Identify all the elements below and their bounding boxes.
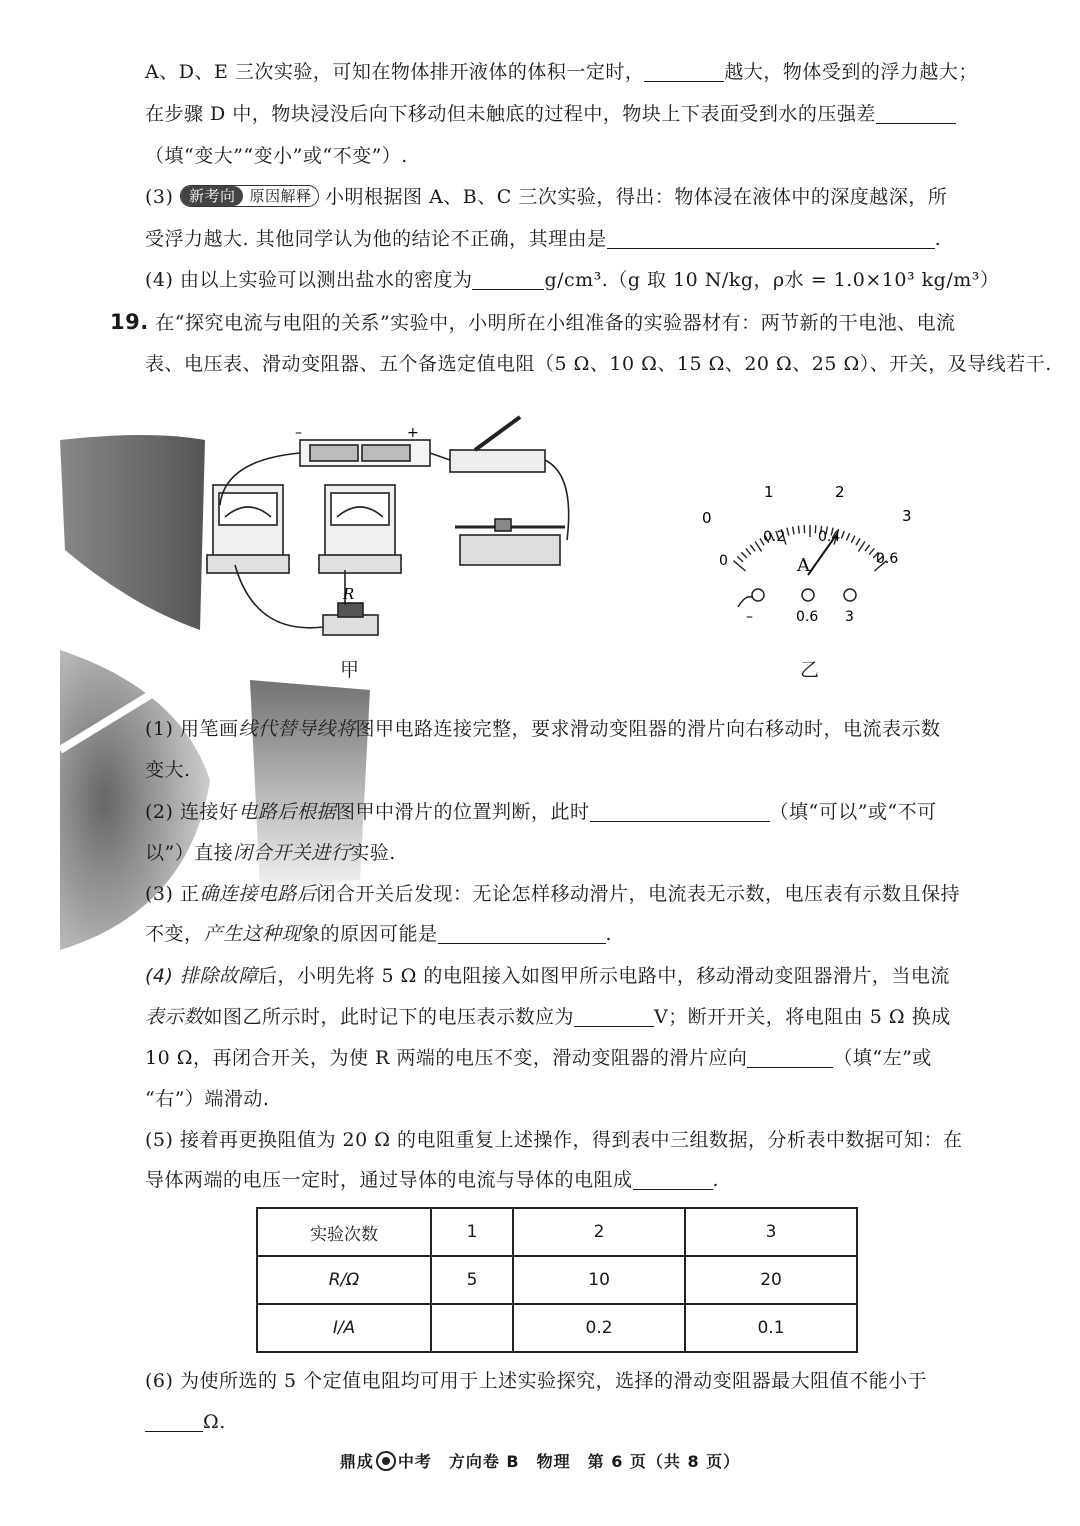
answer-blank[interactable]: [633, 1169, 713, 1190]
table-cell: 10: [513, 1256, 685, 1304]
resistor-label: R: [343, 585, 355, 603]
scale-bottom-3: 0.6: [876, 551, 899, 567]
text-line: 受浮力越大. 其他同学认为他的结论不正确，其理由是 .: [145, 228, 942, 250]
table-cell[interactable]: [431, 1304, 513, 1352]
table-row: [257, 1208, 857, 1256]
circuit-diagram: [195, 405, 595, 655]
scale-bottom-2: 0.4: [818, 529, 841, 545]
question-number: 19.: [110, 310, 149, 334]
table-cell: 1: [431, 1208, 513, 1256]
scale-top-1: 1: [764, 483, 774, 501]
scale-top-2: 2: [835, 483, 845, 501]
text-line: (4) 由以上实验可以测出盐水的密度为 g/cm³.（g 取 10 N/kg，ρ水 = 1.0×10³ kg/m³）: [145, 269, 1000, 291]
text-line: (3) 正确连接电路后闭合开关后发现：无论怎样移动滑片，电流表无示数，电压表有示数且保持: [145, 883, 960, 905]
text-line: (3) 新考向 原因解释 小明根据图 A、B、C 三次实验，得出：物体浸在液体中的深度越深，所: [145, 186, 948, 208]
terminal-minus: –: [746, 609, 753, 625]
dial-tick: [865, 545, 870, 551]
handwriting: 确连接电路后: [199, 883, 317, 905]
text-line: 表示数如图乙所示时，此时记下的电压表示数应为 V；断开开关，将电阻由 5 Ω 换成: [145, 1006, 951, 1028]
table-cell: 实验次数: [257, 1208, 431, 1256]
table-row: [257, 1304, 857, 1352]
answer-blank[interactable]: [472, 269, 544, 290]
answer-blank[interactable]: [644, 61, 724, 82]
text-line: 导体两端的电压一定时，通过导体的电流与导体的电阻成 .: [145, 1169, 720, 1191]
meter-unit: A: [797, 555, 810, 576]
ammeter-dial: [690, 475, 930, 635]
dial-tick: [733, 561, 745, 571]
dial-tick: [798, 526, 799, 534]
handwriting: 电路后根据: [238, 801, 336, 823]
handwriting: 表示数: [145, 1006, 204, 1028]
dial-tick: [851, 536, 855, 543]
table-cell: 0.1: [685, 1304, 857, 1352]
battery-plus-label: +: [407, 425, 419, 441]
text-line: 在步骤 D 中，物块浸没后向下移动但未触底的过程中，物块上下表面受到水的压强差: [145, 100, 1080, 128]
answer-blank[interactable]: [747, 1047, 833, 1068]
dial-tick: [869, 548, 874, 554]
terminal-3: 3: [845, 609, 854, 625]
answer-blank[interactable]: [590, 801, 770, 822]
text-line: Ω.: [145, 1408, 1080, 1436]
question-tag: 新考向 原因解释: [180, 185, 319, 207]
dial-tick: [858, 541, 865, 551]
answer-blank[interactable]: [574, 1006, 654, 1027]
battery-minus-label: –: [295, 425, 302, 441]
experiment-data-table: [256, 1207, 858, 1353]
dial-tick: [746, 548, 751, 554]
dial-tick: [841, 531, 844, 539]
text-line: (1) 用笔画线代替导线将图甲电路连接完整，要求滑动变阻器的滑片向右移动时，电流表示数: [145, 718, 941, 740]
text-line: （填“变大”“变小”或“不变”）.: [145, 145, 408, 167]
table-cell: I/A: [257, 1304, 431, 1352]
answer-blank[interactable]: [607, 228, 935, 249]
text-line: (4) 排除故障后，小明先将 5 Ω 的电阻接入如图甲所示电路中，移动滑动变阻器滑片，当电流: [145, 965, 950, 987]
answer-blank[interactable]: [438, 923, 606, 944]
text-line: (6) 为使所选的 5 个定值电阻均可用于上述实验探究，选择的滑动变阻器最大阻值不能小于: [145, 1370, 928, 1392]
text-line: (5) 接着再更换阻值为 20 Ω 的电阻重复上述操作，得到表中三组数据，分析表中数据可知：在: [145, 1129, 963, 1151]
text-line: A、D、E 三次实验，可知在物体排开液体的体积一定时， 越大，物体受到的浮力越大；: [145, 61, 978, 83]
scale-top-0: 0: [702, 509, 712, 527]
handwriting: (4) 排除故障: [145, 965, 258, 987]
figure-label-yi: 乙: [800, 659, 820, 681]
table-cell: 2: [513, 1208, 685, 1256]
dial-tick: [750, 545, 755, 551]
handwriting: 闭合开关进行: [233, 842, 351, 864]
handwriting: 产生这种现: [203, 923, 302, 945]
handwriting: 线代替导线将: [238, 718, 356, 740]
text-line: (2) 连接好电路后根据图甲中滑片的位置判断，此时 （填“可以”或“不可: [145, 801, 937, 823]
figure-label-jia: 甲: [340, 659, 360, 681]
text-line: 表、电压表、滑动变阻器、五个备选定值电阻（5 Ω、10 Ω、15 Ω、20 Ω、25 Ω）、开关，及导线若干.: [145, 353, 1052, 375]
scale-bottom-1: 0.2: [763, 529, 786, 545]
table-cell: 5: [431, 1256, 513, 1304]
dial-tick: [737, 556, 743, 561]
text-line: “右”）端滑动.: [145, 1088, 270, 1110]
table-row: [257, 1256, 857, 1304]
text-line: 变大.: [145, 759, 191, 781]
table-cell: 20: [685, 1256, 857, 1304]
terminal-0.6: 0.6: [796, 609, 819, 625]
table-cell: R/Ω: [257, 1256, 431, 1304]
answer-blank[interactable]: [876, 103, 956, 124]
dial-tick: [787, 528, 789, 536]
page-footer: 鼎成 中考 方向卷 B 物理 第 6 页（共 8 页）: [339, 1452, 741, 1471]
dial-tick: [755, 541, 762, 551]
dial-tick: [856, 538, 860, 545]
dial-tick: [846, 533, 849, 540]
brand-logo-icon: [376, 1451, 396, 1471]
table-cell: 3: [685, 1208, 857, 1256]
text-line: 10 Ω，再闭合开关，为使 R 两端的电压不变，滑动变阻器的滑片应向 （填“左”或: [145, 1047, 932, 1069]
table-cell: 0.2: [513, 1304, 685, 1352]
scan-shadow-center: [240, 680, 380, 900]
text-line: 不变，产生这种现象的原因可能是 .: [145, 923, 613, 945]
text-line: 19. 在“探究电流与电阻的关系”实验中，小明所在小组准备的实验器材有：两节新的干电池、电流: [110, 310, 956, 334]
scale-bottom-0: 0: [719, 553, 728, 569]
dial-tick: [741, 552, 746, 558]
scale-top-3: 3: [902, 507, 912, 525]
text-line: 以”）直接闭合开关进行实验.: [145, 842, 396, 864]
dial-tick: [793, 527, 794, 535]
answer-blank[interactable]: [145, 1411, 203, 1432]
